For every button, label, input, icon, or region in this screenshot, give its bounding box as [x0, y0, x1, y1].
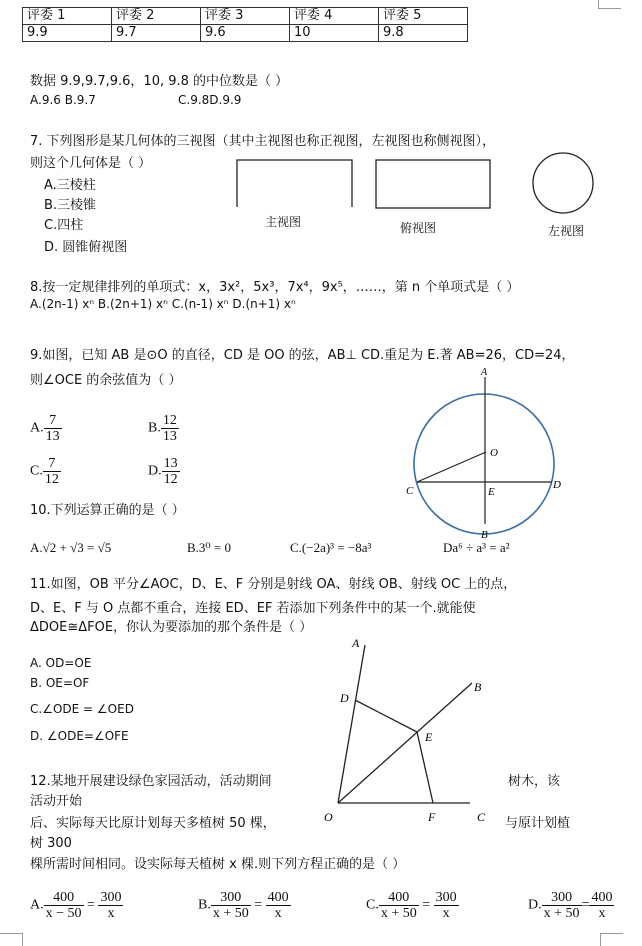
fraction	[162, 456, 180, 487]
question-12-option-c	[366, 890, 459, 921]
question-11-option-c: C.∠ODE = ∠OED	[30, 702, 134, 716]
question-12-line-3b: 与原计划植	[505, 816, 571, 831]
question-12-line-5: 棵所需时间相同。设实际每天植树 x 棵.则下列方程正确的是（ ）	[30, 857, 406, 872]
option-label: D.	[148, 463, 162, 479]
left-view-label: 左视图	[548, 224, 585, 238]
left-view-shape	[533, 153, 593, 213]
equals-sign: =	[83, 897, 99, 913]
point-label-a: A	[481, 367, 488, 378]
circle-o	[414, 394, 554, 534]
question-9-option-a	[30, 413, 62, 444]
question-6-options-ab: A.9.6 B.9.7	[30, 93, 96, 107]
numerator: 400	[591, 890, 613, 905]
question-12-line-4: 树 300	[30, 836, 72, 851]
question-7-line-2: 则这个几何体是（ ）	[30, 156, 152, 171]
fraction	[379, 890, 419, 921]
question-12-line-2: 活动开始	[30, 794, 83, 809]
question-7-option-d: D. 圆锥俯视图	[44, 240, 128, 255]
fraction	[44, 890, 84, 921]
point-label-e: E	[425, 730, 433, 744]
table-header-cell: 评委 2	[112, 8, 201, 25]
page-corner-mark-bottom-left	[0, 933, 23, 946]
table-cell: 9.9	[23, 25, 112, 42]
table-cell: 9.6	[201, 25, 290, 42]
numerator: 400	[267, 890, 289, 905]
question-9-option-c	[30, 456, 61, 487]
numerator: 7	[44, 413, 62, 429]
denominator: x	[442, 906, 450, 921]
question-9-option-d	[148, 456, 180, 487]
numerator: 13	[163, 456, 178, 471]
fraction	[266, 890, 291, 921]
denominator: x	[274, 906, 282, 921]
question-9-line-1: 9.如图，已知 AB 是⊙O 的直径，CD 是 OO 的弦，AB⊥ CD.重足为 E.著 AB=26，CD=24，	[30, 348, 575, 363]
fraction	[211, 890, 251, 921]
segment-oc	[417, 452, 486, 482]
question-7-line-1: 7. 下列图形是某几何体的三视图（其中主视图也称正视图，左视图也称侧视图），	[30, 134, 496, 149]
point-label-c: C	[406, 485, 414, 497]
fraction	[161, 413, 179, 444]
point-label-b: B	[481, 529, 488, 541]
ray-oa	[338, 645, 365, 803]
fraction	[44, 413, 62, 444]
option-label: A.	[30, 897, 44, 913]
fraction	[434, 890, 459, 921]
question-7-option-c: C.四柱	[44, 218, 84, 233]
numerator: 400	[379, 890, 419, 906]
denominator: 12	[44, 472, 59, 487]
numerator: 7	[43, 456, 61, 472]
question-8-stem: 8.按一定规律排列的单项式：x，3x²，5x³，7x⁴，9x⁵，……，第 n 个单项式是（ ）	[30, 280, 520, 295]
denominator: x + 50	[543, 906, 580, 921]
point-label-b: B	[474, 680, 482, 694]
segment-ed	[355, 700, 417, 732]
question-6-stem: 数据 9.9,9.7,9.6，10, 9.8 的中位数是（ ）	[30, 74, 289, 89]
question-11-line-1: 11.如图，OB 平分∠AOC，D、E、F 分别是射线 OA、射线 OB、射线 OC 上的点，	[30, 577, 517, 592]
table-cell: 9.7	[112, 25, 201, 42]
fraction	[43, 456, 61, 487]
table-cell: 10	[290, 25, 379, 42]
denominator: x − 50	[45, 906, 82, 921]
equals-sign: =	[250, 897, 266, 913]
table-cell: 9.8	[379, 25, 468, 42]
question-12-option-a	[30, 890, 123, 921]
denominator: x	[598, 906, 606, 921]
option-label: B.	[198, 897, 211, 913]
denominator: x + 50	[380, 906, 417, 921]
angle-bisector-diagram	[320, 635, 495, 830]
option-label: A.	[30, 420, 44, 436]
front-view-label: 主视图	[265, 215, 302, 229]
table-header-cell: 评委 3	[201, 8, 290, 25]
top-view-shape	[376, 160, 490, 208]
question-12-option-b	[198, 890, 291, 921]
table-header-cell: 评委 4	[290, 8, 379, 25]
fraction	[98, 890, 123, 921]
question-12-line-1b: 树木，该	[508, 774, 561, 789]
question-10-stem: 10.下列运算正确的是（ ）	[30, 503, 185, 518]
question-8-options: A.(2n-1) xⁿ B.(2n+1) xⁿ C.(n-1) xⁿ D.(n+1) xⁿ	[30, 297, 296, 311]
question-6-options-cd: C.9.8D.9.9	[178, 93, 242, 107]
table-header-cell: 评委 1	[23, 8, 112, 25]
option-label: D.	[528, 897, 542, 913]
fraction	[589, 890, 614, 921]
score-table-header-row	[23, 8, 468, 25]
numerator: 400	[44, 890, 84, 906]
question-11-option-b: B. OE=OF	[30, 676, 90, 690]
numerator: 300	[211, 890, 251, 906]
question-9-option-b	[148, 413, 179, 444]
point-label-d: D	[553, 479, 561, 491]
page-corner-mark-top-right	[598, 0, 621, 9]
question-12-line-1a: 12.某地开展建设绿色家园活动，活动期间	[30, 774, 272, 789]
option-label: B.	[148, 420, 161, 436]
question-10-option-b: B.3⁰ = 0	[187, 540, 231, 555]
point-label-e: E	[488, 486, 495, 498]
question-11-option-d: D. ∠ODE=∠OFE	[30, 729, 129, 743]
point-label-a: A	[352, 636, 360, 650]
question-11-option-a: A. OD=OE	[30, 656, 92, 670]
front-view-shape	[237, 160, 352, 207]
numerator: 300	[542, 890, 582, 906]
denominator: x	[107, 906, 115, 921]
option-label: C.	[366, 897, 379, 913]
denominator: 13	[162, 429, 177, 444]
option-label: C.	[30, 463, 43, 479]
question-10-option-c: C.(−2a)³ = −8a³	[290, 540, 372, 555]
question-7-option-a: A.三棱柱	[44, 178, 96, 193]
page-corner-mark-bottom-right	[600, 933, 623, 946]
question-10-option-a: A.√2 + √3 = √5	[30, 540, 112, 555]
numerator: 300	[100, 890, 122, 905]
question-11-line-3: ΔDOE≅ΔFOE，你认为要添加的那个条件是（ ）	[30, 620, 313, 635]
denominator: 13	[45, 429, 60, 444]
point-label-o: O	[324, 810, 333, 824]
score-table-value-row	[23, 25, 468, 42]
question-11-line-2: D、E、F 与 O 点都不重合，连接 ED、EF 若添加下列条件中的某一个.就能使	[30, 601, 476, 616]
question-7-option-b: B.三棱锥	[44, 198, 97, 213]
question-12-option-d	[528, 890, 614, 921]
question-9-line-2: 则∠OCE 的余弦值为（ ）	[30, 373, 182, 388]
numerator: 300	[435, 890, 457, 905]
denominator: 12	[163, 472, 178, 487]
equals-sign: =	[418, 897, 434, 913]
question-12-line-3a: 后、实际每天比原计划每天多植树 50 棵，	[30, 816, 276, 831]
point-label-d: D	[340, 691, 349, 705]
table-header-cell: 评委 5	[379, 8, 468, 25]
point-label-f: F	[428, 810, 436, 824]
equals-sign: =	[581, 897, 590, 913]
circle-diagram	[395, 362, 585, 544]
top-view-label: 俯视图	[400, 221, 437, 235]
score-table	[22, 7, 468, 42]
denominator: x + 50	[212, 906, 249, 921]
fraction	[542, 890, 582, 921]
point-label-o: O	[490, 447, 498, 459]
point-label-c: C	[477, 810, 486, 824]
numerator: 12	[162, 413, 177, 428]
question-10-option-d: Da⁶ ÷ a³ = a²	[443, 540, 510, 555]
